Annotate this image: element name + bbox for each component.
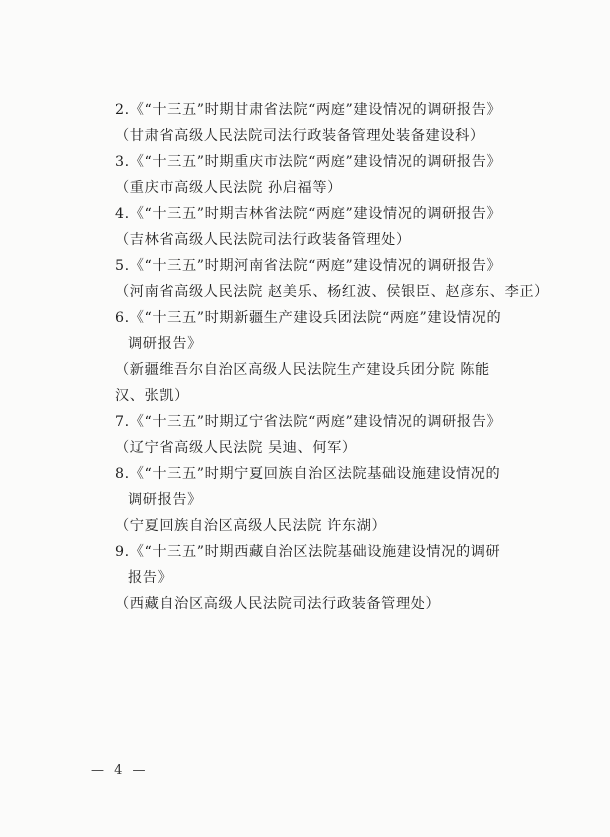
item-5-author: （河南省高级人民法院 赵美乐、杨红波、侯银臣、赵彦东、李正）	[115, 284, 549, 300]
item-8-title: 8.《“十三五”时期宁夏回族自治区法院基础设施建设情况的	[115, 466, 501, 482]
item-2-author: （甘肃省高级人民法院司法行政装备管理处装备建设科）	[115, 128, 485, 144]
item-6-author-continued: 汉、张凯）	[115, 388, 189, 404]
item-8-author: （宁夏回族自治区高级人民法院 许东湖）	[115, 518, 387, 534]
item-9-title: 9.《“十三五”时期西藏自治区法院基础设施建设情况的调研	[115, 544, 501, 560]
item-5-title: 5.《“十三五”时期河南省法院“两庭”建设情况的调研报告》	[115, 258, 502, 274]
item-3-title: 3.《“十三五”时期重庆市法院“两庭”建设情况的调研报告》	[115, 154, 502, 170]
item-7-title: 7.《“十三五”时期辽宁省法院“两庭”建设情况的调研报告》	[115, 414, 502, 430]
item-7-author: （辽宁省高级人民法院 吴迪、何军）	[115, 440, 357, 456]
item-9-title-continued: 报告》	[128, 570, 173, 586]
item-8-title-continued: 调研报告》	[128, 492, 202, 508]
item-6-title-continued: 调研报告》	[128, 336, 202, 352]
page-number: — 4 —	[91, 763, 149, 778]
report-list	[115, 97, 549, 617]
item-4-author: （吉林省高级人民法院司法行政装备管理处）	[115, 232, 411, 248]
item-3-author: （重庆市高级人民法院 孙启福等）	[115, 180, 342, 196]
item-6-title: 6.《“十三五”时期新疆生产建设兵团法院“两庭”建设情况的	[115, 310, 502, 326]
item-6-author: （新疆维吾尔自治区高级人民法院生产建设兵团分院 陈能	[115, 362, 490, 378]
item-2-title: 2.《“十三五”时期甘肃省法院“两庭”建设情况的调研报告》	[115, 102, 502, 118]
item-4-title: 4.《“十三五”时期吉林省法院“两庭”建设情况的调研报告》	[115, 206, 502, 222]
item-9-author: （西藏自治区高级人民法院司法行政装备管理处）	[115, 596, 441, 612]
